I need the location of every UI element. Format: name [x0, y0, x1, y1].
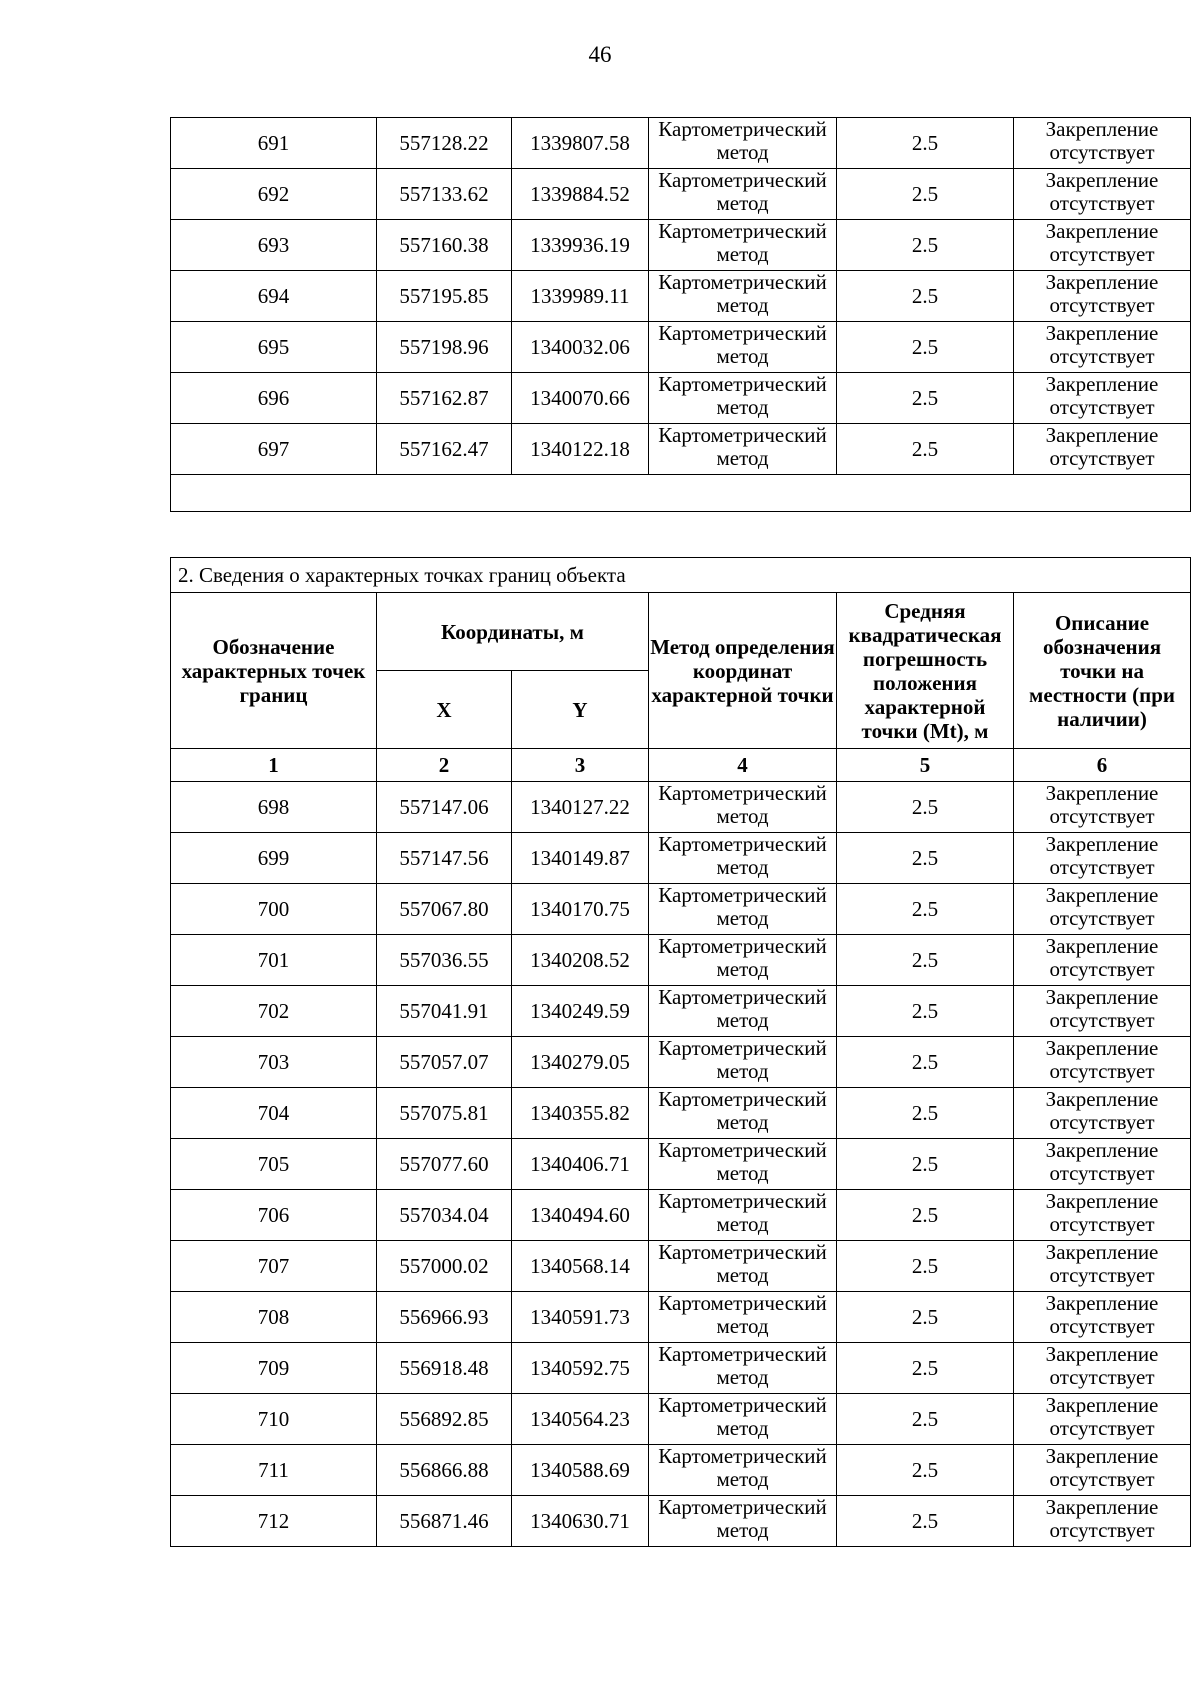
description-line-1: Закрепление [1045, 1291, 1159, 1315]
method-cell [649, 1343, 837, 1394]
coord-y: 1339884.52 [512, 169, 649, 220]
method-line-2: метод [716, 1008, 769, 1032]
method-cell [649, 1088, 837, 1139]
mt-value: 2.5 [837, 1394, 1014, 1445]
mt-value: 2.5 [837, 322, 1014, 373]
coord-x: 557147.56 [377, 833, 512, 884]
column-number: 2 [377, 749, 512, 782]
mt-value: 2.5 [837, 1445, 1014, 1496]
method-cell [649, 884, 837, 935]
coord-x: 556918.48 [377, 1343, 512, 1394]
mt-value: 2.5 [837, 782, 1014, 833]
coord-x: 556866.88 [377, 1445, 512, 1496]
table-row [171, 1139, 1191, 1190]
page-number: 46 [588, 42, 612, 67]
mt-value: 2.5 [837, 271, 1014, 322]
method-line-1: Картометрический [658, 321, 827, 345]
header-coordinates: Координаты, м [377, 593, 649, 671]
mt-value: 2.5 [837, 220, 1014, 271]
description-cell [1014, 986, 1191, 1037]
empty-row [171, 475, 1191, 512]
description-line-2: отсутствует [1049, 293, 1155, 317]
coord-x: 557162.87 [377, 373, 512, 424]
table-body [171, 118, 1191, 512]
description-line-1: Закрепление [1045, 1189, 1159, 1213]
method-cell [649, 322, 837, 373]
header-x: X [377, 671, 512, 749]
description-cell [1014, 1445, 1191, 1496]
method-cell [649, 1292, 837, 1343]
method-line-2: метод [716, 1212, 769, 1236]
description-cell [1014, 1343, 1191, 1394]
method-cell [649, 1445, 837, 1496]
table-row [171, 1088, 1191, 1139]
method-cell [649, 271, 837, 322]
coord-x: 556871.46 [377, 1496, 512, 1547]
description-line-1: Закрепление [1045, 985, 1159, 1009]
method-line-2: метод [716, 1314, 769, 1338]
description-line-1: Закрепление [1045, 1240, 1159, 1264]
method-line-1: Картометрический [658, 1087, 827, 1111]
coord-y: 1340355.82 [512, 1088, 649, 1139]
description-cell [1014, 271, 1191, 322]
coord-y: 1340630.71 [512, 1496, 649, 1547]
description-line-2: отсутствует [1049, 1008, 1155, 1032]
point-id: 702 [171, 986, 377, 1037]
method-line-2: метод [716, 804, 769, 828]
header-y: Y [512, 671, 649, 749]
coord-x: 557162.47 [377, 424, 512, 475]
point-id: 696 [171, 373, 377, 424]
description-line-2: отсутствует [1049, 242, 1155, 266]
method-line-2: метод [716, 906, 769, 930]
method-line-1: Картометрический [658, 832, 827, 856]
coord-y: 1340494.60 [512, 1190, 649, 1241]
method-line-2: метод [716, 293, 769, 317]
method-cell [649, 424, 837, 475]
method-line-1: Картометрический [658, 1138, 827, 1162]
mt-value: 2.5 [837, 1496, 1014, 1547]
header-designation: Обозначение характерных точек границ [171, 593, 377, 749]
table-row [171, 1292, 1191, 1343]
mt-value: 2.5 [837, 1292, 1014, 1343]
point-id: 712 [171, 1496, 377, 1547]
mt-value: 2.5 [837, 986, 1014, 1037]
description-line-2: отсутствует [1049, 855, 1155, 879]
coord-x: 557041.91 [377, 986, 512, 1037]
description-line-1: Закрепление [1045, 832, 1159, 856]
description-line-1: Закрепление [1045, 1444, 1159, 1468]
description-line-2: отсутствует [1049, 1365, 1155, 1389]
coord-y: 1340127.22 [512, 782, 649, 833]
table-row [171, 1241, 1191, 1292]
coord-y: 1339936.19 [512, 220, 649, 271]
table-row [171, 986, 1191, 1037]
table-row [171, 373, 1191, 424]
method-line-2: метод [716, 140, 769, 164]
method-line-1: Картометрический [658, 1495, 827, 1519]
boundary-points-table [170, 557, 1191, 1547]
point-id: 708 [171, 1292, 377, 1343]
method-line-2: метод [716, 344, 769, 368]
method-line-2: метод [716, 446, 769, 470]
description-cell [1014, 118, 1191, 169]
column-number: 3 [512, 749, 649, 782]
mt-value: 2.5 [837, 935, 1014, 986]
description-cell [1014, 1394, 1191, 1445]
method-cell [649, 1496, 837, 1547]
column-numbers-row [171, 749, 1191, 782]
column-number: 4 [649, 749, 837, 782]
coord-x: 557128.22 [377, 118, 512, 169]
description-cell [1014, 1241, 1191, 1292]
coord-x: 557077.60 [377, 1139, 512, 1190]
coord-y: 1340170.75 [512, 884, 649, 935]
description-line-1: Закрепление [1045, 270, 1159, 294]
method-line-1: Картометрический [658, 1342, 827, 1366]
point-id: 709 [171, 1343, 377, 1394]
table-header [171, 558, 1191, 782]
table-row [171, 220, 1191, 271]
description-cell [1014, 1088, 1191, 1139]
table-row [171, 1394, 1191, 1445]
description-line-1: Закрепление [1045, 219, 1159, 243]
coord-x: 557057.07 [377, 1037, 512, 1088]
method-line-2: метод [716, 957, 769, 981]
description-line-2: отсутствует [1049, 957, 1155, 981]
coord-y: 1340149.87 [512, 833, 649, 884]
point-id: 707 [171, 1241, 377, 1292]
method-line-1: Картометрический [658, 1240, 827, 1264]
table-row [171, 1445, 1191, 1496]
description-line-1: Закрепление [1045, 1393, 1159, 1417]
method-line-1: Картометрический [658, 168, 827, 192]
description-cell [1014, 935, 1191, 986]
description-line-1: Закрепление [1045, 423, 1159, 447]
method-cell [649, 169, 837, 220]
description-cell [1014, 169, 1191, 220]
method-line-1: Картометрический [658, 270, 827, 294]
coord-x: 557000.02 [377, 1241, 512, 1292]
method-line-1: Картометрический [658, 423, 827, 447]
point-id: 704 [171, 1088, 377, 1139]
description-line-2: отсутствует [1049, 1314, 1155, 1338]
method-line-2: метод [716, 1263, 769, 1287]
description-cell [1014, 1496, 1191, 1547]
header-error: Средняя квадратическая погрешность положения характерной точки (Mt), м [837, 593, 1014, 749]
column-number: 5 [837, 749, 1014, 782]
point-id: 694 [171, 271, 377, 322]
header-description: Описание обозначения точки на местности (при наличии) [1014, 593, 1191, 749]
table-row [171, 935, 1191, 986]
point-id: 691 [171, 118, 377, 169]
description-line-1: Закрепление [1045, 168, 1159, 192]
mt-value: 2.5 [837, 1139, 1014, 1190]
coordinates-table-continued [170, 117, 1191, 512]
coord-x: 557034.04 [377, 1190, 512, 1241]
method-cell [649, 1037, 837, 1088]
description-cell [1014, 884, 1191, 935]
mt-value: 2.5 [837, 1190, 1014, 1241]
coord-y: 1340588.69 [512, 1445, 649, 1496]
table-row [171, 1343, 1191, 1394]
description-cell [1014, 1139, 1191, 1190]
method-cell [649, 118, 837, 169]
mt-value: 2.5 [837, 1037, 1014, 1088]
coord-x: 557075.81 [377, 1088, 512, 1139]
column-number: 6 [1014, 749, 1191, 782]
method-cell [649, 373, 837, 424]
description-line-1: Закрепление [1045, 1087, 1159, 1111]
description-line-2: отсутствует [1049, 344, 1155, 368]
table-row [171, 322, 1191, 373]
point-id: 705 [171, 1139, 377, 1190]
method-line-1: Картометрический [658, 1036, 827, 1060]
mt-value: 2.5 [837, 1088, 1014, 1139]
description-line-2: отсутствует [1049, 1059, 1155, 1083]
coord-y: 1340591.73 [512, 1292, 649, 1343]
method-line-1: Картометрический [658, 1189, 827, 1213]
description-line-2: отсутствует [1049, 1416, 1155, 1440]
table-row [171, 271, 1191, 322]
method-line-2: метод [716, 242, 769, 266]
coord-x: 557160.38 [377, 220, 512, 271]
table-row [171, 884, 1191, 935]
description-line-1: Закрепление [1045, 883, 1159, 907]
method-line-1: Картометрический [658, 1393, 827, 1417]
description-line-2: отсутствует [1049, 804, 1155, 828]
description-line-2: отсутствует [1049, 1110, 1155, 1134]
table-row [171, 118, 1191, 169]
mt-value: 2.5 [837, 118, 1014, 169]
mt-value: 2.5 [837, 169, 1014, 220]
description-cell [1014, 424, 1191, 475]
coord-y: 1340564.23 [512, 1394, 649, 1445]
method-line-1: Картометрический [658, 883, 827, 907]
coord-y: 1340279.05 [512, 1037, 649, 1088]
table-row [171, 782, 1191, 833]
description-line-2: отсутствует [1049, 1161, 1155, 1185]
point-id: 711 [171, 1445, 377, 1496]
point-id: 699 [171, 833, 377, 884]
method-line-1: Картометрический [658, 117, 827, 141]
point-id: 697 [171, 424, 377, 475]
method-cell [649, 1190, 837, 1241]
coord-y: 1339989.11 [512, 271, 649, 322]
point-id: 703 [171, 1037, 377, 1088]
method-cell [649, 782, 837, 833]
method-line-2: метод [716, 1161, 769, 1185]
method-line-1: Картометрический [658, 219, 827, 243]
mt-value: 2.5 [837, 424, 1014, 475]
coord-y: 1340249.59 [512, 986, 649, 1037]
coord-y: 1340122.18 [512, 424, 649, 475]
description-cell [1014, 833, 1191, 884]
coord-x: 557133.62 [377, 169, 512, 220]
point-id: 698 [171, 782, 377, 833]
description-line-1: Закрепление [1045, 934, 1159, 958]
method-cell [649, 1139, 837, 1190]
coord-x: 557067.80 [377, 884, 512, 935]
description-line-2: отсутствует [1049, 906, 1155, 930]
description-line-2: отсутствует [1049, 1263, 1155, 1287]
method-line-2: метод [716, 1467, 769, 1491]
description-line-1: Закрепление [1045, 321, 1159, 345]
method-cell [649, 833, 837, 884]
method-cell [649, 1394, 837, 1445]
description-line-1: Закрепление [1045, 1138, 1159, 1162]
header-method: Метод определения координат характерной точки [649, 593, 837, 749]
mt-value: 2.5 [837, 1343, 1014, 1394]
point-id: 695 [171, 322, 377, 373]
description-line-2: отсутствует [1049, 395, 1155, 419]
point-id: 701 [171, 935, 377, 986]
coord-y: 1340568.14 [512, 1241, 649, 1292]
point-id: 693 [171, 220, 377, 271]
coord-x: 557147.06 [377, 782, 512, 833]
description-line-2: отсутствует [1049, 1467, 1155, 1491]
description-cell [1014, 1292, 1191, 1343]
table-body [171, 782, 1191, 1547]
method-cell [649, 220, 837, 271]
coord-y: 1340406.71 [512, 1139, 649, 1190]
description-line-1: Закрепление [1045, 1342, 1159, 1366]
point-id: 710 [171, 1394, 377, 1445]
method-line-2: метод [716, 191, 769, 215]
coord-x: 557198.96 [377, 322, 512, 373]
description-cell [1014, 1037, 1191, 1088]
description-line-1: Закрепление [1045, 372, 1159, 396]
table-row [171, 1190, 1191, 1241]
method-line-1: Картометрический [658, 781, 827, 805]
method-line-2: метод [716, 1110, 769, 1134]
description-cell [1014, 1190, 1191, 1241]
method-line-2: метод [716, 1416, 769, 1440]
mt-value: 2.5 [837, 884, 1014, 935]
description-line-2: отсутствует [1049, 191, 1155, 215]
method-line-1: Картометрический [658, 934, 827, 958]
method-cell [649, 1241, 837, 1292]
table-row [171, 833, 1191, 884]
mt-value: 2.5 [837, 373, 1014, 424]
column-number: 1 [171, 749, 377, 782]
description-line-2: отсутствует [1049, 1518, 1155, 1542]
coord-x: 556966.93 [377, 1292, 512, 1343]
table-row [171, 424, 1191, 475]
description-line-1: Закрепление [1045, 1495, 1159, 1519]
method-line-2: метод [716, 1518, 769, 1542]
mt-value: 2.5 [837, 833, 1014, 884]
method-line-1: Картометрический [658, 985, 827, 1009]
point-id: 692 [171, 169, 377, 220]
coord-x: 556892.85 [377, 1394, 512, 1445]
point-id: 700 [171, 884, 377, 935]
method-line-1: Картометрический [658, 372, 827, 396]
method-line-2: метод [716, 855, 769, 879]
method-cell [649, 935, 837, 986]
description-line-1: Закрепление [1045, 1036, 1159, 1060]
point-id: 706 [171, 1190, 377, 1241]
method-line-1: Картометрический [658, 1444, 827, 1468]
description-line-1: Закрепление [1045, 117, 1159, 141]
description-line-2: отсутствует [1049, 446, 1155, 470]
description-cell [1014, 220, 1191, 271]
description-cell [1014, 322, 1191, 373]
method-line-2: метод [716, 1059, 769, 1083]
coord-y: 1339807.58 [512, 118, 649, 169]
method-line-1: Картометрический [658, 1291, 827, 1315]
coord-y: 1340592.75 [512, 1343, 649, 1394]
empty-cell [171, 475, 1191, 512]
table-row [171, 169, 1191, 220]
description-line-2: отсутствует [1049, 140, 1155, 164]
coord-x: 557036.55 [377, 935, 512, 986]
table-caption: 2. Сведения о характерных точках границ объекта [171, 558, 1191, 593]
table-row [171, 1037, 1191, 1088]
mt-value: 2.5 [837, 1241, 1014, 1292]
method-line-2: метод [716, 395, 769, 419]
description-cell [1014, 782, 1191, 833]
coord-y: 1340070.66 [512, 373, 649, 424]
table-row [171, 1496, 1191, 1547]
description-cell [1014, 373, 1191, 424]
method-line-2: метод [716, 1365, 769, 1389]
coord-x: 557195.85 [377, 271, 512, 322]
description-line-2: отсутствует [1049, 1212, 1155, 1236]
coord-y: 1340032.06 [512, 322, 649, 373]
coord-y: 1340208.52 [512, 935, 649, 986]
method-cell [649, 986, 837, 1037]
description-line-1: Закрепление [1045, 781, 1159, 805]
